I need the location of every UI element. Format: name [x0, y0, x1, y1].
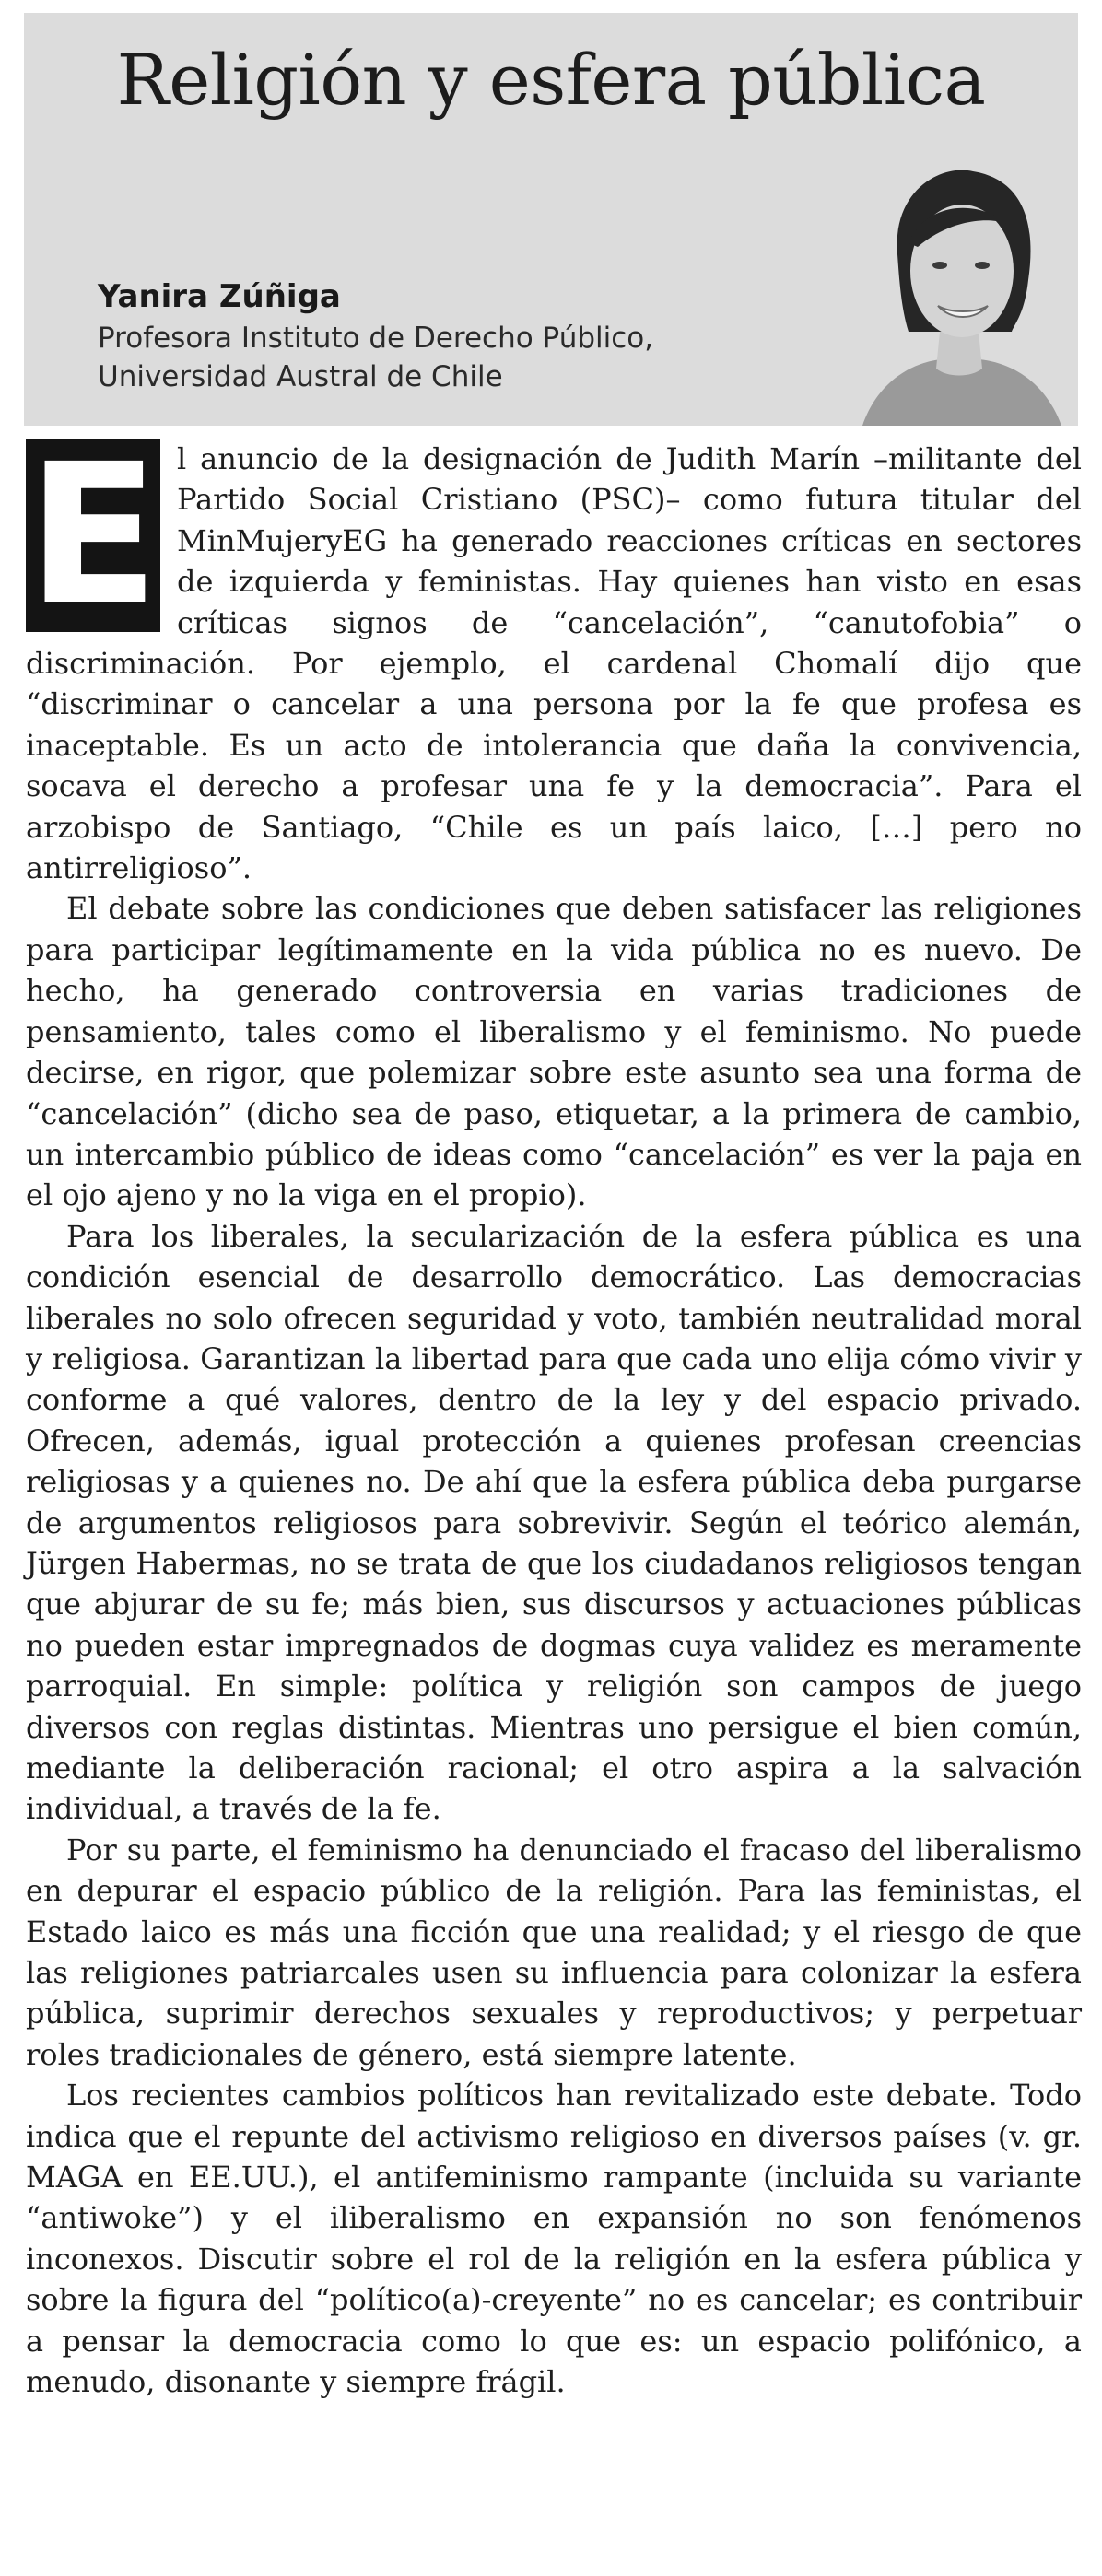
article-paragraph: El debate sobre las condiciones que deben satisfacer las religiones para participar legítimamente en la vida pública no es nuevo. De hecho, ha generado controversia en varias tradiciones de pensamiento, tales como el liberalismo y el feminismo. No puede decirse, en rigor, que polemizar sobre este asunto sea una forma de “cancelación” (dicho sea de paso, etiquetar, a la primera de cambio, un intercambio público de ideas como “cancelación” es ver la paja en el ojo ajeno y no la viga en el propio).: [26, 891, 1082, 1213]
article-title: Religión y esfera pública: [116, 39, 986, 121]
author-name: Yanira Zúñiga: [98, 278, 341, 315]
portrait-eye-right: [975, 262, 990, 269]
portrait-eye-left: [932, 262, 947, 269]
article-body: [26, 439, 1082, 2403]
article-paragraph: Para los liberales, la secularización de la esfera pública es una condición esencial de desarrollo democrático. Las democracias liberales no solo ofrecen seguridad y voto, también neutralidad moral y religiosa. Garantizan la libertad para que cada uno elija cómo vivir y conforme a qué valores, dentro de la ley y del espacio privado. Ofrecen, además, igual protección a quienes profesan creencias religiosas y a quienes no. De ahí que la esfera pública deba purgarse de argumentos religiosos para sobrevivir. Según el teórico alemán, Jürgen Habermas, no se trata de que los ciudadanos religiosos tengan que abjurar de su fe; más bien, sus discursos y actuaciones públicas no pueden estar impregnados de dogmas cuya validez es meramente parroquial. En simple: política y religión son campos de juego diversos con reglas distintas. Mientras uno persigue el bien común, mediante la deliberación racional; el otro aspira a la salvación individual, a través de la fe.: [26, 1218, 1082, 1827]
article-header: [24, 13, 1078, 426]
author-role-line: Profesora Instituto de Derecho Público,: [98, 322, 654, 355]
article-paragraph: Por su parte, el feminismo ha denunciado el fracaso del liberalismo en depurar el espacio público de la religión. Para las feministas, el Estado laico es más una ficción que una realidad; y el riesgo de que las religiones patriarcales usen su influencia para colonizar la esfera pública, suprimir derechos sexuales y reproductivos; y perpetuar roles tradicionales de género, está siempre latente.: [26, 1832, 1082, 2072]
drop-cap: E: [27, 439, 159, 632]
portrait-neck: [936, 332, 982, 376]
article-paragraph: Los recientes cambios políticos han revitalizado este debate. Todo indica que el repunte del activismo religioso en diversos países (v. gr. MAGA en EE.UU.), el antifeminismo rampante (incluida su variante “antiwoke”) y el iliberalismo en expansión no son fenómenos inconexos. Discutir sobre el rol de la religión en la esfera pública y sobre la figura del “político(a)-creyente” no es cancelar; es contribuir a pensar la democracia como lo que es: un espacio polifónico, a menudo, disonante y siempre frágil.: [26, 2078, 1082, 2400]
paragraph-text: l anuncio de la designación de Judith Marín –militante del Partido Social Cristiano (PSC)– como futura titular del MinMujeryEG ha generado reacciones críticas en sectores de izquierda y feministas. Hay quienes han visto en esas críticas signos de “cancelación”, “canutofobia” o discriminación. Por ejemplo, el cardenal Chomalí dijo que “discriminar o cancelar a una persona por la fe que profesa es inaceptable. Es un acto de intolerancia que daña la convivencia, socava el derecho a profesar una fe y la democracia”. Para el arzobispo de Santiago, “Chile es un país laico, […] pero no antirreligioso”.: [26, 441, 1082, 886]
author-portrait: [844, 151, 1074, 426]
article-paragraph: [26, 439, 1082, 888]
author-institution-line: Universidad Austral de Chile: [98, 360, 503, 393]
author-affiliation: [98, 319, 653, 396]
